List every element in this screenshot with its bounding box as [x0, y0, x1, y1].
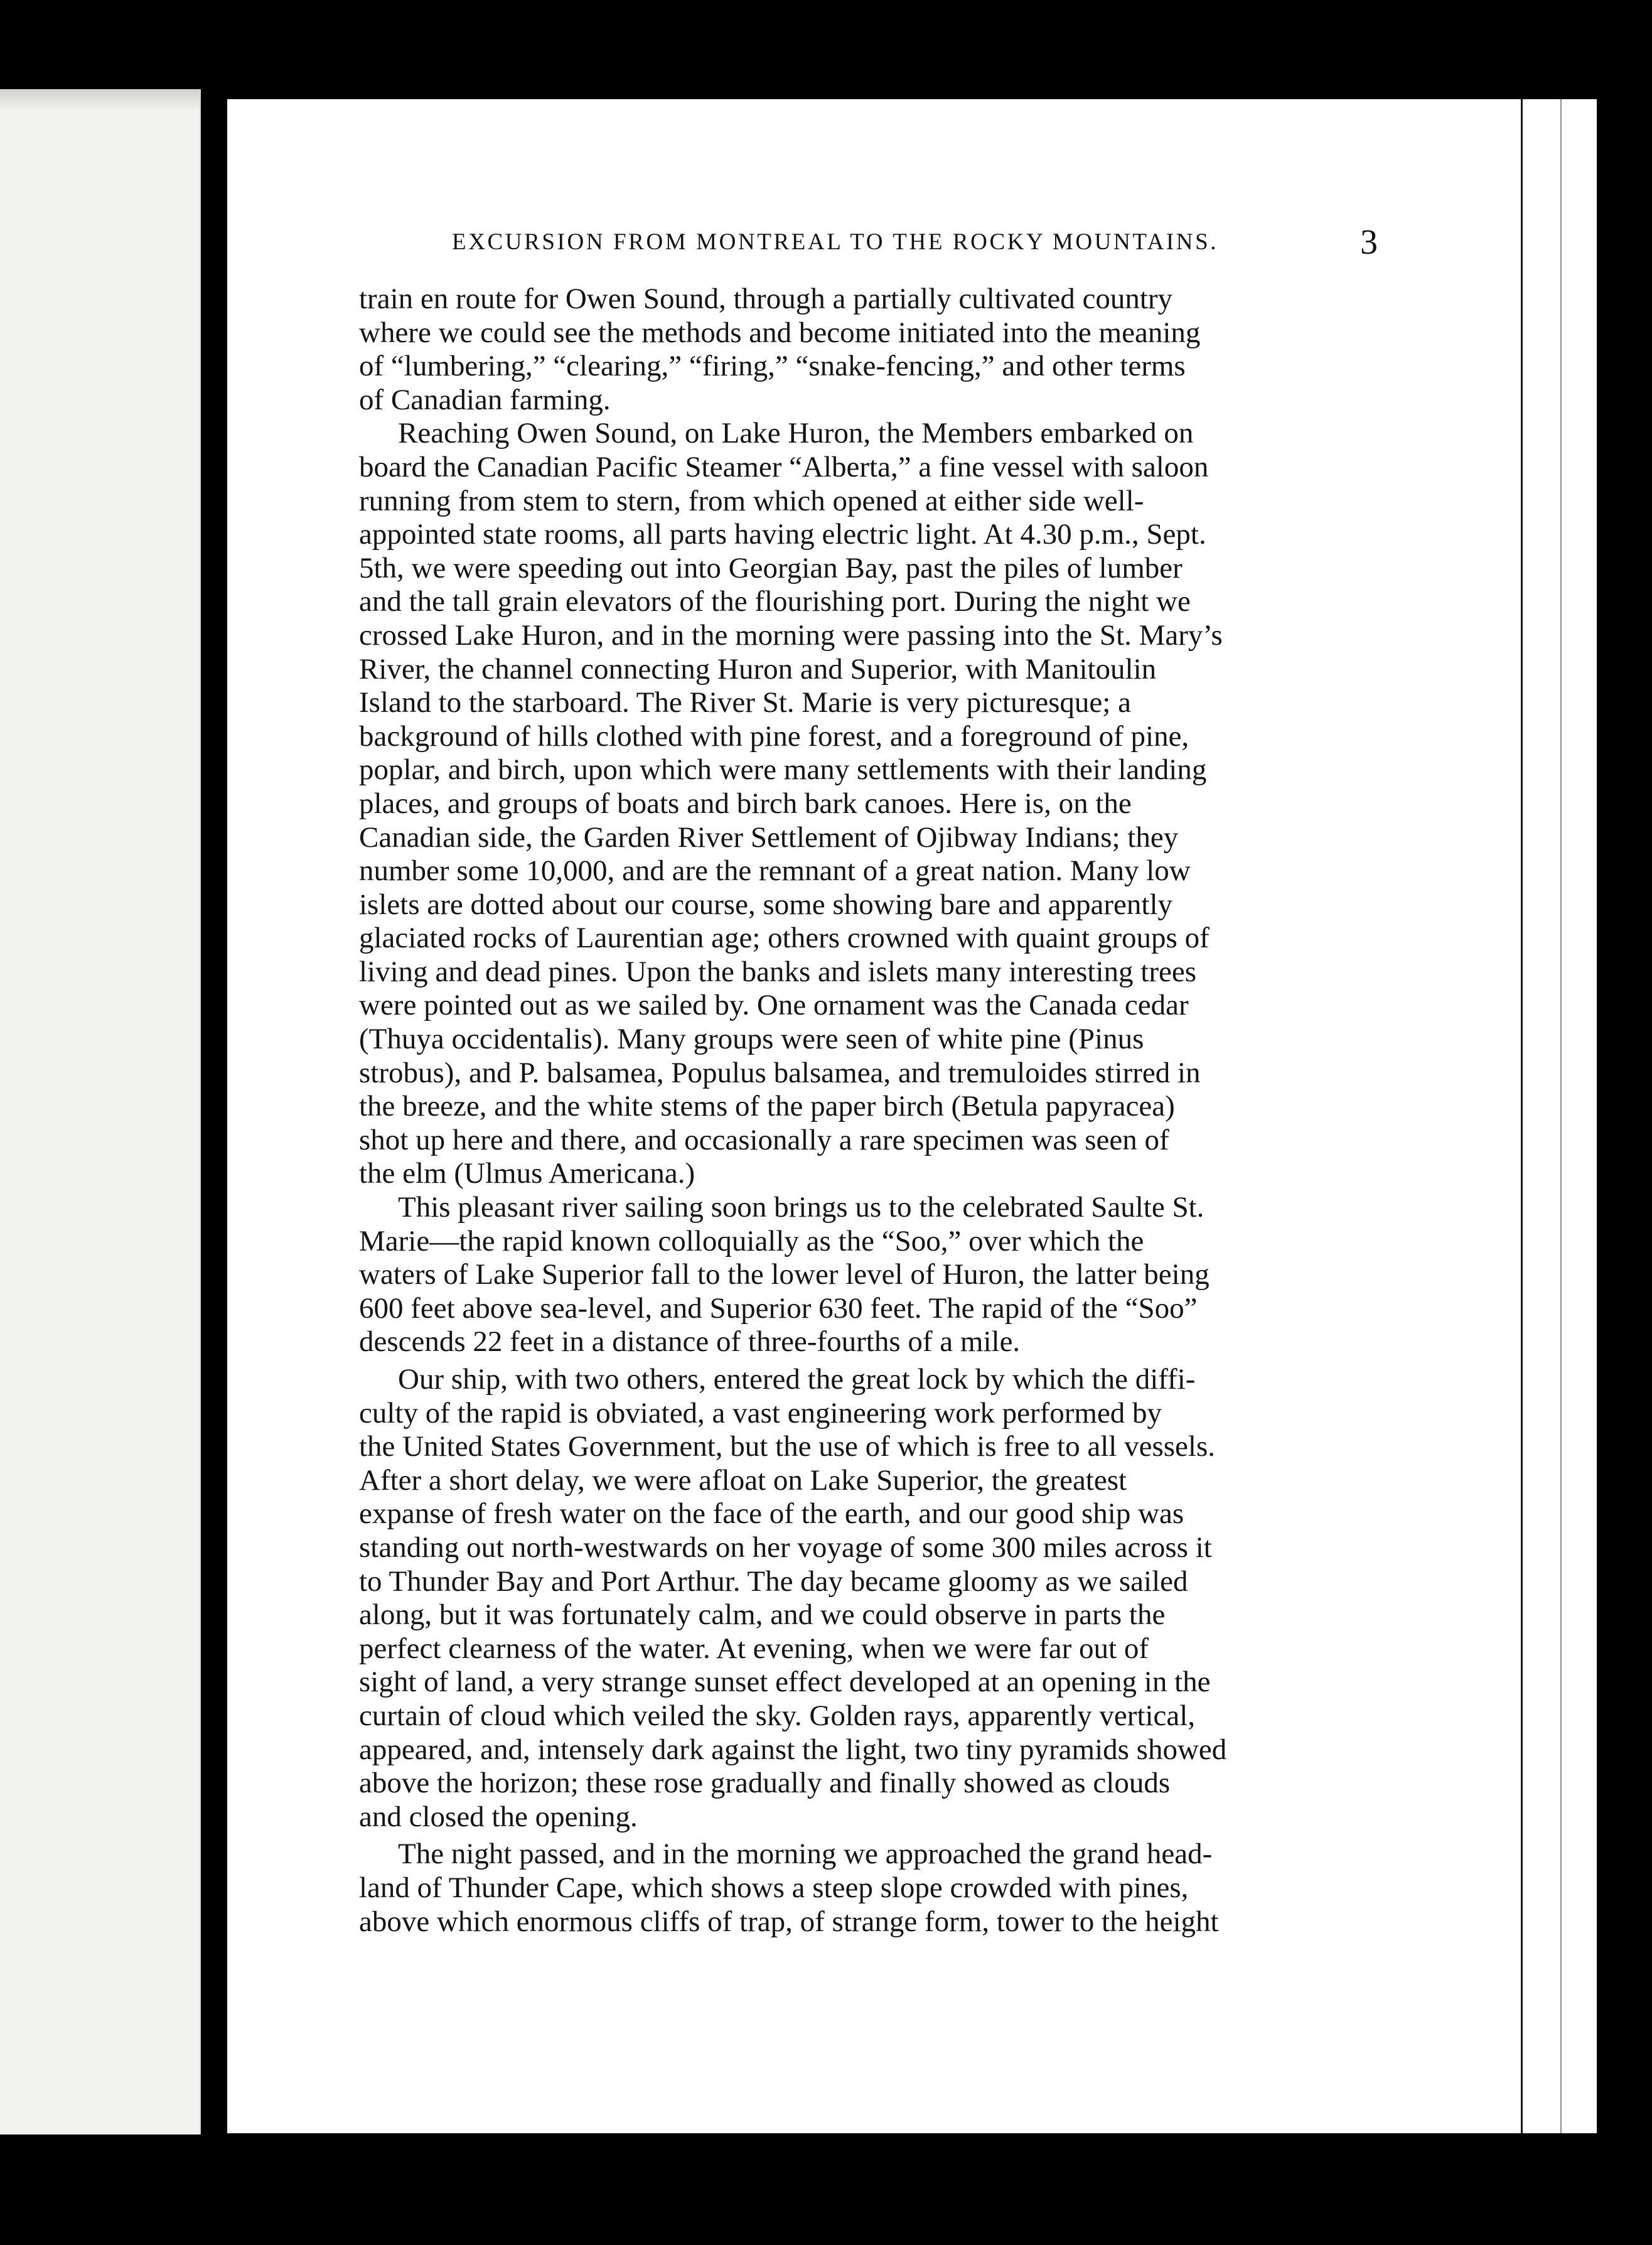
text-line: waters of Lake Superior fall to the lower level of Huron, the latter being [359, 1258, 1210, 1291]
text-line: places, and groups of boats and birch bark canoes. Here is, on the [359, 787, 1132, 820]
body-text [359, 283, 1376, 1939]
text-line: Canadian side, the Garden River Settlement of Ojibway Indians; they [359, 821, 1179, 854]
page-gutter-strip [1521, 99, 1597, 2133]
text-line: Marie—the rapid known colloquially as the “Soo,” over which the [359, 1224, 1144, 1257]
paragraph-3 [359, 1191, 1376, 1359]
facing-page-edge [0, 89, 201, 2135]
text-line: strobus), and P. balsamea, Populus balsamea, and tremuloides stirred in [359, 1056, 1201, 1089]
text-line: crossed Lake Huron, and in the morning were passing into the St. Mary’s [359, 618, 1223, 652]
text-line: where we could see the methods and become initiated into the meaning [359, 316, 1201, 349]
text-line: the elm (Ulmus Americana.) [359, 1157, 695, 1190]
text-line: to Thunder Bay and Port Arthur. The day became gloomy as we sailed [359, 1564, 1188, 1598]
paragraph-2 [359, 417, 1376, 1191]
text-line: This pleasant river sailing soon brings us to the celebrated Saulte St. [398, 1191, 1204, 1224]
text-line: background of hills clothed with pine forest, and a foreground of pine, [359, 719, 1189, 753]
text-line: islets are dotted about our course, some showing bare and apparently [359, 888, 1173, 921]
text-line: appeared, and, intensely dark against the light, two tiny pyramids showed [359, 1733, 1227, 1766]
text-line: shot up here and there, and occasionally a rare specimen was seen of [359, 1123, 1169, 1156]
paragraph-1 [359, 283, 1376, 417]
text-line: and the tall grain elevators of the flourishing port. During the night we [359, 585, 1191, 618]
text-line: culty of the rapid is obviated, a vast engineering work performed by [359, 1396, 1162, 1429]
text-line: Our ship, with two others, entered the great lock by which the diffi- [398, 1363, 1196, 1396]
text-line: the breeze, and the white stems of the paper birch (Betula papyracea) [359, 1090, 1175, 1123]
text-line: board the Canadian Pacific Steamer “Alberta,” a fine vessel with saloon [359, 450, 1209, 483]
text-line: perfect clearness of the water. At evening, when we were far out of [359, 1632, 1149, 1665]
text-line: sight of land, a very strange sunset effect developed at an opening in the [359, 1666, 1211, 1699]
text-line: glaciated rocks of Laurentian age; others crowned with quaint groups of [359, 922, 1210, 955]
text-line: curtain of cloud which veiled the sky. Golden rays, apparently vertical, [359, 1699, 1196, 1732]
text-line: expanse of fresh water on the face of the earth, and our good ship was [359, 1497, 1184, 1531]
text-line: Reaching Owen Sound, on Lake Huron, the Members embarked on [398, 417, 1194, 450]
text-line: 5th, we were speeding out into Georgian Bay, past the piles of lumber [359, 551, 1183, 584]
text-line: number some 10,000, and are the remnant of a great nation. Many low [359, 854, 1191, 888]
text-line: standing out north-westwards on her voyage of some 300 miles across it [359, 1531, 1212, 1564]
text-line: living and dead pines. Upon the banks and islets many interesting trees [359, 955, 1196, 988]
paragraph-5 [359, 1838, 1376, 1939]
text-line: After a short delay, we were afloat on Lake Superior, the greatest [359, 1463, 1127, 1497]
page-number: 3 [1360, 223, 1378, 262]
text-line: Island to the starboard. The River St. Marie is very picturesque; a [359, 686, 1131, 719]
page-edge-shadow [0, 89, 200, 110]
text-line: The night passed, and in the morning we approached the grand head- [398, 1838, 1213, 1871]
text-line: land of Thunder Cape, which shows a steep slope crowded with pines, [359, 1871, 1189, 1904]
text-line: along, but it was fortunately calm, and we could observe in parts the [359, 1598, 1166, 1632]
running-head: EXCURSION FROM MONTREAL TO THE ROCKY MOUNTAINS. [452, 229, 1219, 255]
text-line: and closed the opening. [359, 1800, 638, 1833]
text-line: descends 22 feet in a distance of three-fourths of a mile. [359, 1325, 1021, 1359]
book-page [227, 99, 1597, 2133]
gutter-line [1560, 99, 1562, 2133]
text-line: River, the channel connecting Huron and Superior, with Manitoulin [359, 652, 1157, 686]
text-line: 600 feet above sea-level, and Superior 630 feet. The rapid of the “Soo” [359, 1291, 1198, 1325]
text-line: running from stem to stern, from which opened at either side well- [359, 484, 1144, 517]
text-line: were pointed out as we sailed by. One ornament was the Canada cedar [359, 989, 1189, 1022]
text-line: of “lumbering,” “clearing,” “firing,” “snake-fencing,” and other terms [359, 350, 1186, 383]
text-line: train en route for Owen Sound, through a partially cultivated country [359, 283, 1173, 315]
text-line: above the horizon; these rose gradually and finally showed as clouds [359, 1767, 1171, 1800]
text-line: of Canadian farming. [359, 383, 611, 416]
text-line: poplar, and birch, upon which were many settlements with their landing [359, 753, 1207, 787]
text-line: above which enormous cliffs of trap, of strange form, tower to the height [359, 1905, 1219, 1938]
paragraph-4 [359, 1363, 1376, 1834]
text-line: (Thuya occidentalis). Many groups were seen of white pine (Pinus [359, 1023, 1144, 1056]
text-line: the United States Government, but the use of which is free to all vessels. [359, 1430, 1215, 1463]
text-line: appointed state rooms, all parts having electric light. At 4.30 p.m., Sept. [359, 518, 1206, 551]
